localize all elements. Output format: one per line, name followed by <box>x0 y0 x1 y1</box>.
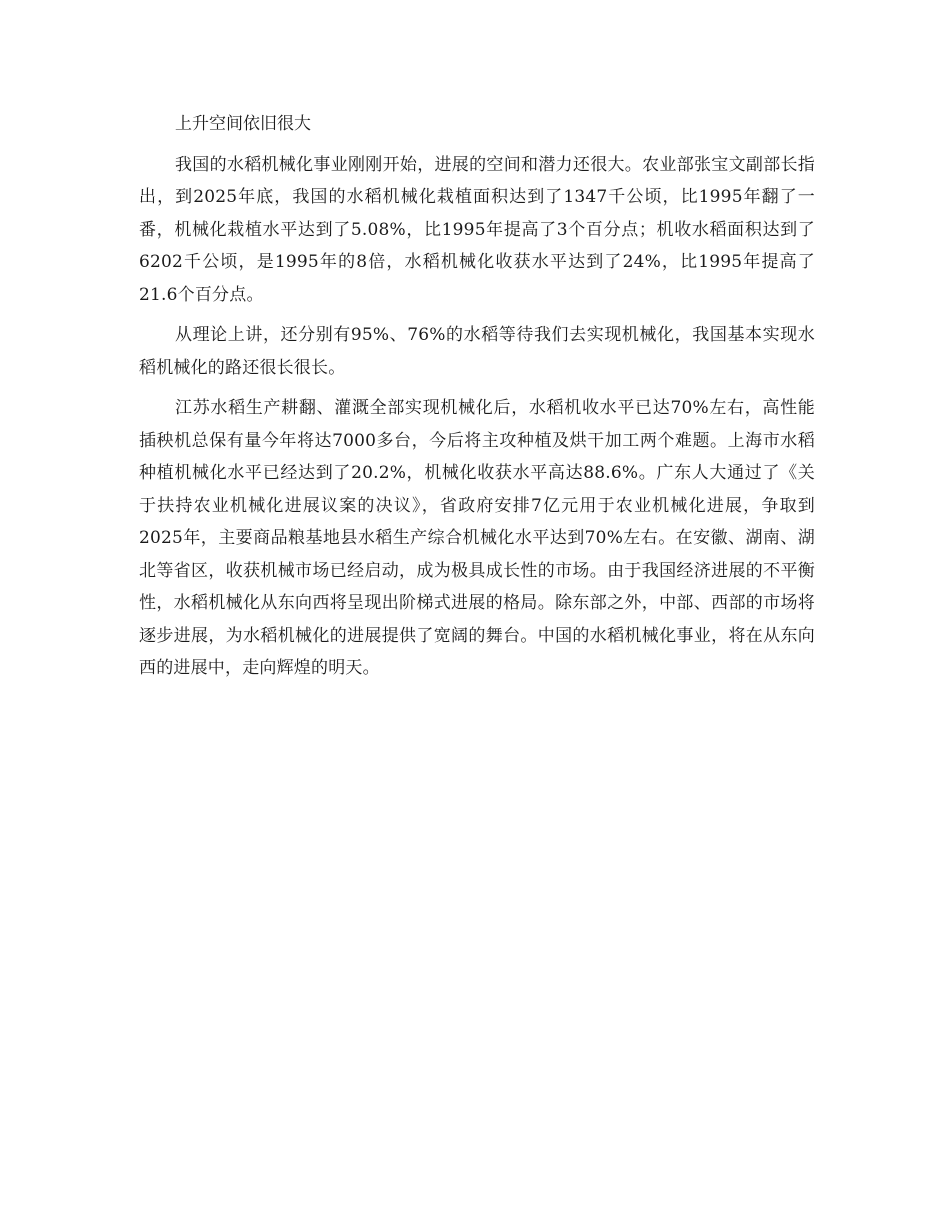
section-heading: 上升空间依旧很大 <box>175 114 311 134</box>
paragraph-development-potential: 我国的水稻机械化事业刚刚开始，进展的空间和潜力还很大。农业部张宝文副部长指出，到2025年底，我国的水稻机械化栽植面积达到了1347千公顷，比1995年翻了一番，机械化栽植水平达到了5.08%，比1995年提高了3个百分点；机收水稻面积达到了6202千公顷，是1995年的8倍，水稻机械化收获水平达到了24%，比1995年提高了21.6个百分点。 <box>139 154 815 305</box>
paragraph-regional-progress: 江苏水稻生产耕翻、灌溉全部实现机械化后，水稻机收水平已达70%左右，高性能插秧机总保有量今年将达7000多台，今后将主攻种植及烘干加工两个难题。上海市水稻种植机械化水平已经达到了20.2%，机械化收获水平高达88.6%。广东人大通过了《关于扶持农业机械化进展议案的决议》，省政府安排7亿元用于农业机械化进展，争取到2025年，主要商品粮基地县水稻生产综合机械化水平达到70%左右。在安徽、湖南、湖北等省区，收获机械市场已经启动，成为极具成长性的市场。由于我国经济进展的不平衡性，水稻机械化从东向西将呈现出阶梯式进展的格局。除东部之外，中部、西部的市场将逐步进展，为水稻机械化的进展提供了宽阔的舞台。中国的水稻机械化事业，将在从东向西的进展中，走向辉煌的明天。 <box>139 398 815 678</box>
paragraph-theory-remaining: 从理论上讲，还分别有95%、76%的水稻等待我们去实现机械化，我国基本实现水稻机械化的路还很长很长。 <box>139 325 815 378</box>
document-body <box>139 108 815 693</box>
